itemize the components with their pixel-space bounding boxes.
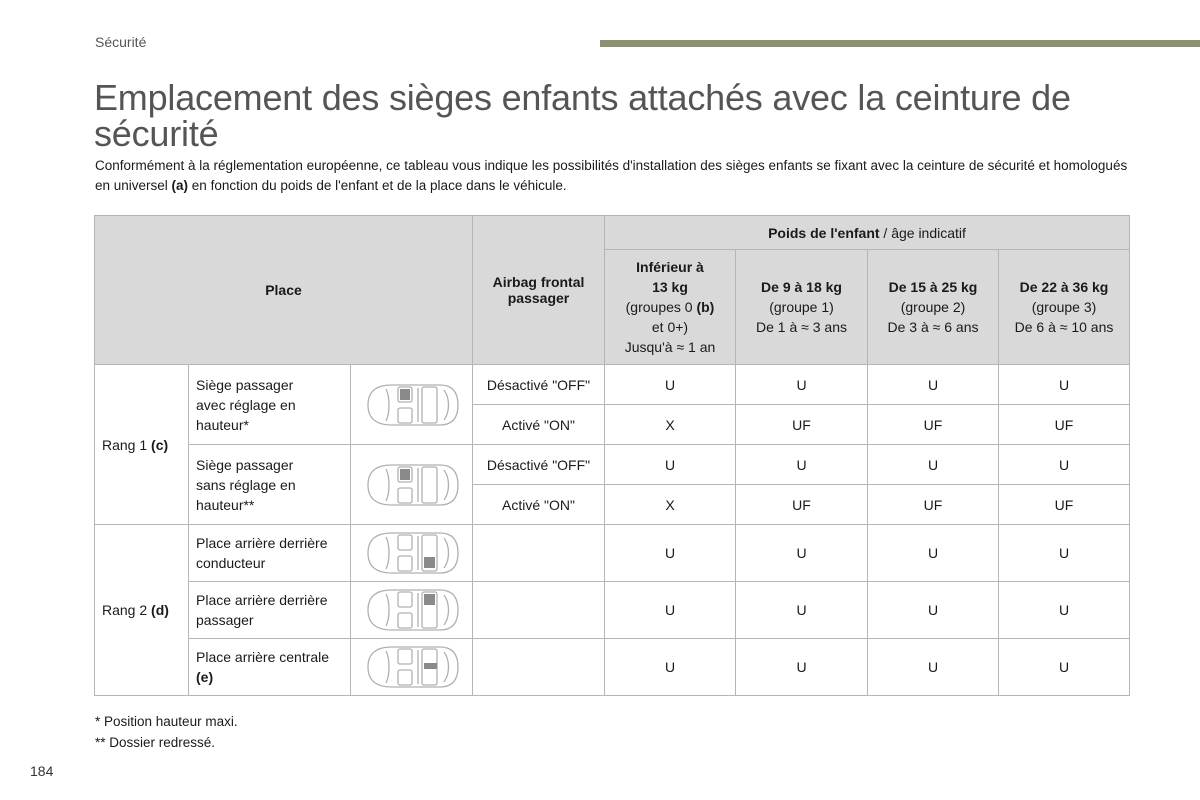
table-row <box>95 445 1130 485</box>
cell-value: U <box>999 639 1130 696</box>
cell-value: U <box>736 445 868 485</box>
weight-col-1: De 9 à 18 kg (groupe 1) De 1 à ≈ 3 ans <box>736 250 868 365</box>
airbag-status: Désactivé "OFF" <box>473 445 605 485</box>
intro-text: Conformément à la réglementation européenne, ce tableau vous indique les possibilités d'installation des sièges enfants se fixant avec la ceinture de sécurité et homologués en universel <box>95 158 1128 193</box>
airbag-status: Activé "ON" <box>473 405 605 445</box>
page-title: Emplacement des sièges enfants attachés avec la ceinture de sécurité <box>94 77 1071 154</box>
intro-paragraph <box>95 156 1135 196</box>
car-icon-cell <box>351 365 473 445</box>
footnote-1: * Position hauteur maxi. <box>95 714 238 729</box>
cell-value: UF <box>736 485 868 525</box>
weight-col-0: Inférieur à 13 kg (groupes 0 (b) et 0+) Jusqu'à ≈ 1 an <box>605 250 736 365</box>
car-front-passenger-seat-icon <box>362 460 462 510</box>
weight-col-2: De 15 à 25 kg (groupe 2) De 3 à ≈ 6 ans <box>868 250 999 365</box>
seat-name: Place arrière derrière passager <box>189 582 351 639</box>
car-icon-cell <box>351 582 473 639</box>
cell-value: U <box>868 445 999 485</box>
header-bar <box>600 40 1200 47</box>
airbag-empty <box>473 525 605 582</box>
rang1-label: Rang 1 (c) <box>95 365 189 525</box>
cell-value: U <box>605 445 736 485</box>
car-icon-cell <box>351 445 473 525</box>
cell-value: U <box>999 445 1130 485</box>
cell-value: U <box>999 582 1130 639</box>
table-row <box>95 365 1130 405</box>
table-row <box>95 639 1130 696</box>
intro-text-end: en fonction du poids de l'enfant et de la place dans le véhicule. <box>188 178 567 193</box>
car-rear-center-seat-icon <box>362 642 462 692</box>
seat-name: Siège passager sans réglage en hauteur** <box>189 445 351 525</box>
cell-value: X <box>605 485 736 525</box>
cell-value: U <box>736 639 868 696</box>
table-row <box>95 582 1130 639</box>
cell-value: U <box>868 639 999 696</box>
section-label: Sécurité <box>95 34 147 50</box>
cell-value: U <box>736 582 868 639</box>
cell-value: U <box>605 365 736 405</box>
cell-value: UF <box>736 405 868 445</box>
cell-value: U <box>605 639 736 696</box>
seat-name: Place arrière derrière conducteur <box>189 525 351 582</box>
car-rear-right-seat-icon <box>362 585 462 635</box>
cell-value: U <box>605 525 736 582</box>
cell-value: X <box>605 405 736 445</box>
cell-value: U <box>868 582 999 639</box>
seat-name: Siège passager avec réglage en hauteur* <box>189 365 351 445</box>
cell-value: U <box>999 365 1130 405</box>
car-front-passenger-seat-icon <box>362 380 462 430</box>
cell-value: UF <box>999 485 1130 525</box>
page-number: 184 <box>30 763 54 779</box>
footnote-2: ** Dossier redressé. <box>95 735 216 750</box>
cell-value: U <box>868 525 999 582</box>
seat-name: Place arrière centrale (e) <box>189 639 351 696</box>
airbag-empty <box>473 582 605 639</box>
airbag-empty <box>473 639 605 696</box>
intro-ref: (a) <box>171 178 189 193</box>
cell-value: U <box>999 525 1130 582</box>
cell-value: U <box>605 582 736 639</box>
airbag-status: Activé "ON" <box>473 485 605 525</box>
weight-header: Poids de l'enfant / âge indicatif <box>605 216 1130 250</box>
cell-value: UF <box>868 485 999 525</box>
rang2-label: Rang 2 (d) <box>95 525 189 696</box>
table-row <box>95 525 1130 582</box>
cell-value: U <box>736 365 868 405</box>
car-icon-cell <box>351 525 473 582</box>
cell-value: UF <box>999 405 1130 445</box>
weight-col-3: De 22 à 36 kg (groupe 3) De 6 à ≈ 10 ans <box>999 250 1130 365</box>
car-rear-left-seat-icon <box>362 528 462 578</box>
child-seat-table <box>94 215 1130 696</box>
cell-value: U <box>868 365 999 405</box>
airbag-status: Désactivé "OFF" <box>473 365 605 405</box>
cell-value: UF <box>868 405 999 445</box>
car-icon-cell <box>351 639 473 696</box>
place-header: Place <box>95 216 473 365</box>
airbag-header: Airbag frontal passager <box>473 216 605 365</box>
cell-value: U <box>736 525 868 582</box>
